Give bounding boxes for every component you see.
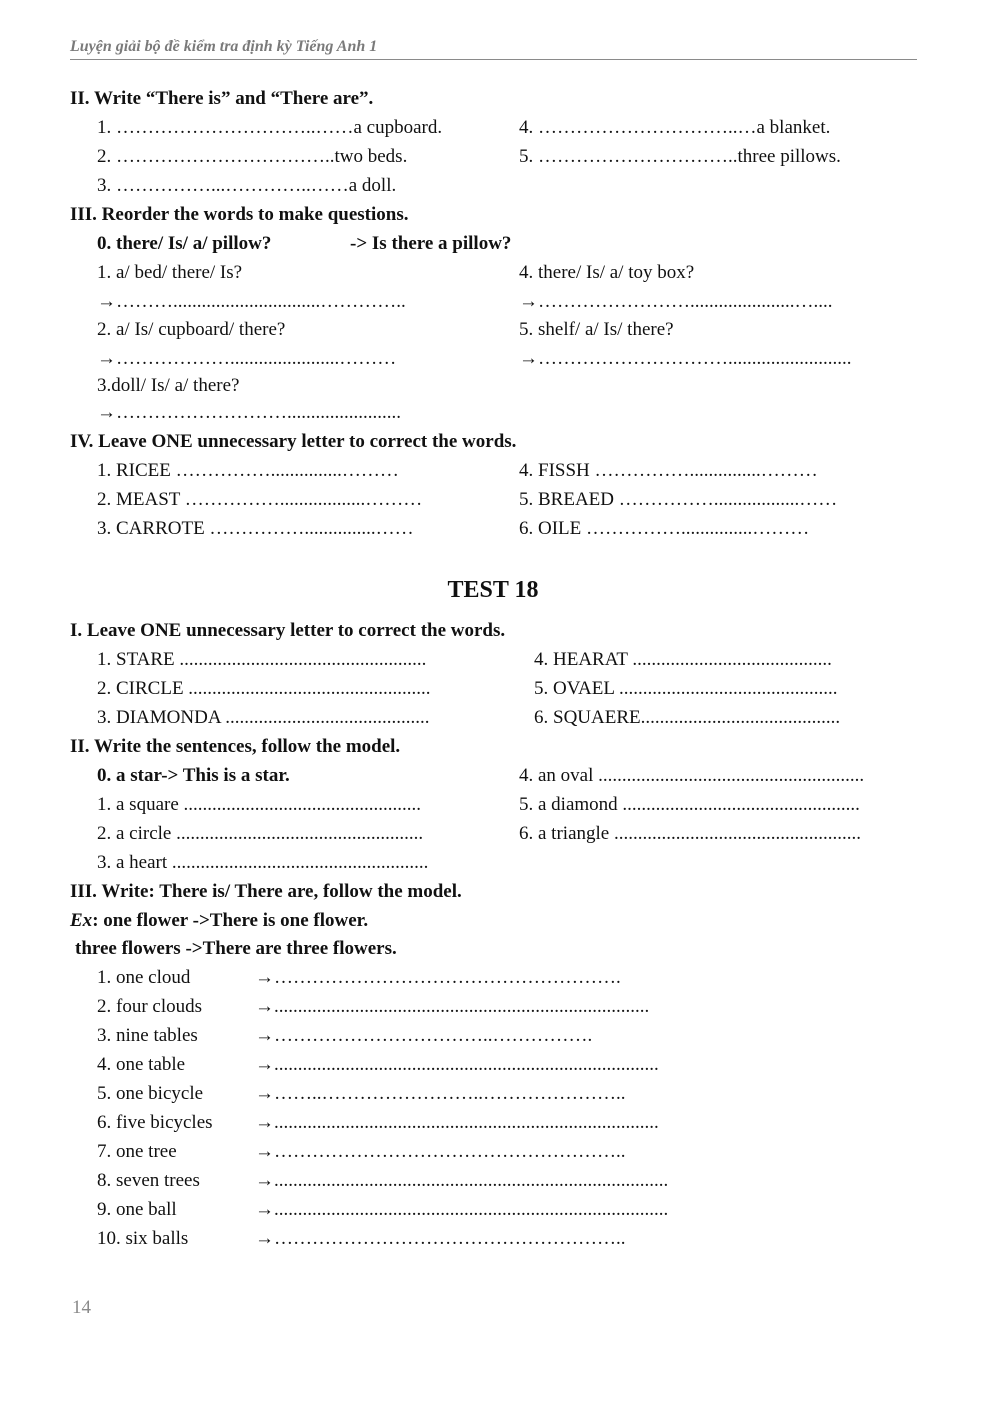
example-line: 0. a star-> This is a star. xyxy=(97,765,290,786)
exercise-item: 2. a/ Is/ cupboard/ there? xyxy=(97,319,286,340)
exercise-item: 4. one table xyxy=(97,1054,186,1075)
exercise-item: 6. SQUAERE.......................................... xyxy=(534,707,841,728)
answer-line: →……………………......................….... xyxy=(519,291,833,312)
exercise-item: 4. an oval ........................................................ xyxy=(519,765,865,786)
answer-line: →................................................................................. xyxy=(255,1112,659,1133)
answer-line: →............................................................................... xyxy=(255,996,650,1017)
answer-line: →……..……………………..………………….. xyxy=(255,1083,626,1104)
running-header: Luyện giải bộ đề kiểm tra định kỳ Tiếng Anh 1 xyxy=(70,38,378,55)
answer-line: →................................................................................... xyxy=(255,1170,669,1191)
example-line xyxy=(70,910,368,932)
answer-line: →……………………………………………….. xyxy=(255,1228,626,1249)
answer-line: →………...............................………….. xyxy=(97,291,406,312)
exercise-item: 4. FISSH ……………...............……… xyxy=(519,460,818,481)
exercise-item: 5. shelf/ a/ Is/ there? xyxy=(519,319,674,340)
exercise-item: 3. CARROTE ……………...............…… xyxy=(97,518,414,539)
page-number: 14 xyxy=(72,1297,91,1318)
exercise-item: 3. a heart ...................................................... xyxy=(97,852,429,873)
exercise-item: 7. one tree xyxy=(97,1141,177,1162)
exercise-item: 5. a diamond .................................................. xyxy=(519,794,860,815)
example-text: : one flower ->There is one flower. xyxy=(92,910,369,931)
exercise-item: 5. OVAEL .............................................. xyxy=(534,678,838,699)
header-rule xyxy=(70,59,917,60)
exercise-item: 1. STARE .................................................... xyxy=(97,649,427,670)
exercise-item: 8. seven trees xyxy=(97,1170,200,1191)
example-answer: -> Is there a pillow? xyxy=(350,233,512,254)
exercise-item: 9. one ball xyxy=(97,1199,177,1220)
section-title: III. Write: There is/ There are, follow the model. xyxy=(70,881,462,902)
section-title: II. Write the sentences, follow the model. xyxy=(70,736,401,757)
answer-line: →……………………………………………….. xyxy=(255,1141,626,1162)
test-title: TEST 18 xyxy=(447,577,539,603)
answer-line: →………………………………………………. xyxy=(255,967,621,988)
exercise-item: 1. RICEE ……………...............……… xyxy=(97,460,399,481)
exercise-item: 6. a triangle .................................................... xyxy=(519,823,861,844)
example-line: three flowers ->There are three flowers. xyxy=(75,938,397,959)
exercise-item: 1. one cloud xyxy=(97,967,191,988)
section-title: II. Write “There is” and “There are”. xyxy=(70,88,374,109)
exercise-item: 3. nine tables xyxy=(97,1025,198,1046)
exercise-item: 1. …………………………..……a cupboard. xyxy=(97,117,443,138)
exercise-item: 2. ……………………………..two beds. xyxy=(97,146,408,167)
section-title: I. Leave ONE unnecessary letter to correct the words. xyxy=(70,620,506,641)
exercise-item: 1. a/ bed/ there/ Is? xyxy=(97,262,243,283)
exercise-item: 4. there/ Is/ a/ toy box? xyxy=(519,262,695,283)
section-title: III. Reorder the words to make questions. xyxy=(70,204,409,225)
answer-line: →………………………........................ xyxy=(97,402,401,423)
exercise-item: 2. MEAST ……………..................……… xyxy=(97,489,423,510)
exercise-item: 5. BREAED ……………..................…… xyxy=(519,489,838,510)
exercise-item: 5. one bicycle xyxy=(97,1083,204,1104)
answer-line: →……………….......................……… xyxy=(97,348,397,369)
exercise-item: 2. CIRCLE ................................................... xyxy=(97,678,431,699)
answer-line: →………………………….......................... xyxy=(519,348,852,369)
answer-line: →................................................................................... xyxy=(255,1199,669,1220)
exercise-item: 6. five bicycles xyxy=(97,1112,213,1133)
answer-line: →……………………………..……………. xyxy=(255,1025,593,1046)
exercise-item: 3. ……………...…………..……a doll. xyxy=(97,175,397,196)
exercise-item: 2. a circle .................................................... xyxy=(97,823,424,844)
exercise-item: 6. OILE ……………...............……… xyxy=(519,518,810,539)
exercise-item: 4. …………………………..…a blanket. xyxy=(519,117,831,138)
section-title: IV. Leave ONE unnecessary letter to correct the words. xyxy=(70,431,517,452)
exercise-item: 5. …………………………..three pillows. xyxy=(519,146,841,167)
exercise-item: 1. a square .................................................. xyxy=(97,794,422,815)
exercise-item: 3. DIAMONDA ........................................... xyxy=(97,707,430,728)
exercise-item: 4. HEARAT .......................................... xyxy=(534,649,832,670)
example-question: 0. there/ Is/ a/ pillow? xyxy=(97,233,272,254)
answer-line: →................................................................................. xyxy=(255,1054,659,1075)
exercise-item: 3.doll/ Is/ a/ there? xyxy=(97,375,240,396)
example-label: Ex xyxy=(70,910,93,931)
exercise-item: 2. four clouds xyxy=(97,996,203,1017)
exercise-item: 10. six balls xyxy=(97,1228,189,1249)
